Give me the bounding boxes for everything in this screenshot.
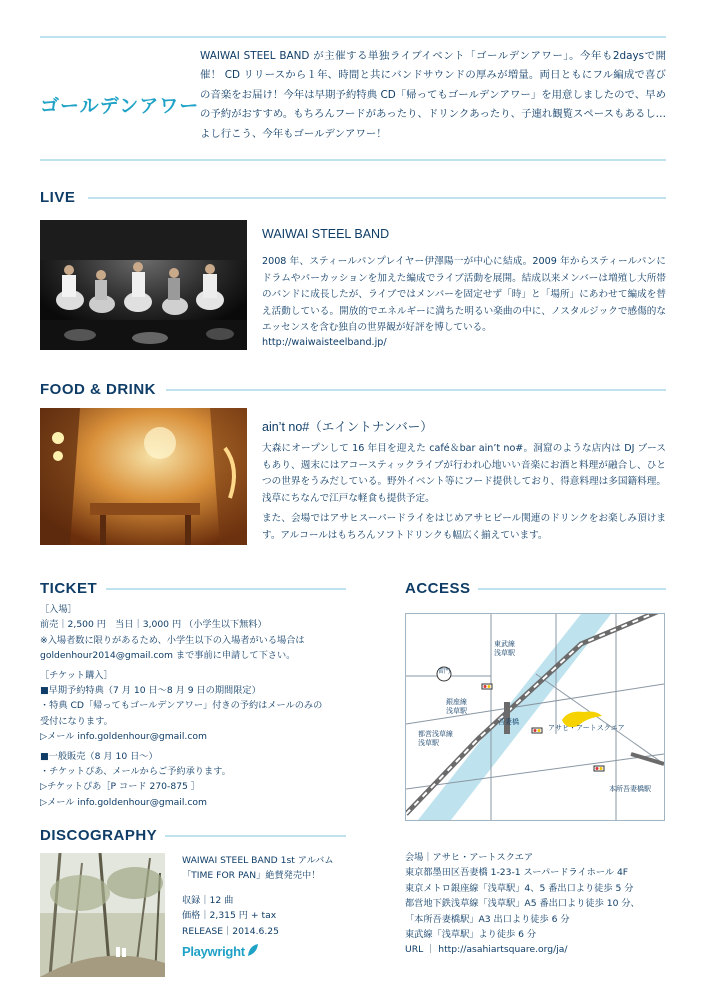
map-label-azumabashi: 吾妻橋 [498,718,519,726]
leaf-icon [247,942,259,961]
top-rule [40,36,666,38]
ticket-line: ・チケットぴあ、メールからご予約承ります。 [40,766,231,778]
band-url[interactable]: http://waiwaisteelband.jp/ [262,337,387,348]
intro-rule [40,159,666,161]
album-title-line: WAIWAI STEEL BAND 1st アルバム [182,855,334,866]
ticket-line: ［入場］ [40,604,77,615]
ticket-line: ▷チケットぴあ［P コード 270-875 ］ [40,781,200,793]
access-line: 東京都墨田区吾妻橋 1-23-1 スーパードライホール 4F [405,867,629,879]
label-logo [182,942,362,961]
band-name: WAIWAI STEEL BAND [262,227,390,241]
band-photo [40,220,247,350]
access-line: 「本所吾妻橋駅」A3 出口より徒歩 6 分 [405,913,570,925]
venue-name: ain’t no#（エイントナンバー） [262,420,433,434]
label-name: Playwright [182,944,245,960]
album-tracks: 収録｜12 曲 [182,894,234,906]
ticket-line: ※入場者数に限りがあるため、小学生以下の入場者がいる場合は [40,634,305,646]
ticket-line: ・特典 CD「帰ってもゴールデンアワー」付きの予約はメールのみの [40,700,323,712]
access-info [405,850,680,958]
map-label-toei: 都営浅草線 浅草駅 [418,730,453,747]
band-description: 2008 年、スティールパンプレイヤー伊澤陽一が中心に結成。2009 年からスティールパンにドラムやパーカッションを加えた編成でライブ活動を展開。結成以来メンバーは増殖し大所帯のバンドに成長したが、ライブではメンバーを固定せず「時」と「場所」にあわせて編成を替え活動している。開放的でエネルギーに満ちた明るい楽曲の中に、ノスタルジックで感傷的なエッセンスを含む独自の世界観が好評を博している。 [262,256,666,333]
album-price: 価格｜2,315 円 + tax [182,910,277,922]
ticket-mail-link[interactable]: ▷メール info.goldenhour@gmail.com [40,731,207,743]
access-url-link[interactable]: URL ｜ http://asahiartsquare.org/ja/ [405,944,568,956]
food-heading: FOOD & DRINK [40,381,156,398]
discography-heading: DISCOGRAPHY [40,827,158,844]
access-map [405,613,665,821]
access-line: 会場｜アサヒ・アートスクエア [405,852,534,863]
food-rule [166,389,666,391]
ticket-line: ■早期予約特典（7 月 10 日〜8 月 9 日の期間限定） [40,685,261,697]
album-title-line: 「TIME FOR PAN」絶賛発売中！ [182,870,321,882]
access-line: 東京メトロ銀座線「浅草駅」4、5 番出口より徒歩 5 分 [405,882,634,894]
ticket-line: ■一般販売（8 月 10 日〜） [40,750,158,762]
ticket-line: ［チケット購入］ [40,669,113,681]
discography-rule [165,835,346,837]
event-logo: ゴールデンアワー [40,95,200,117]
map-label-asahi: アサヒ・アートスクエア [548,724,625,732]
live-heading: LIVE [40,189,76,206]
food-description: 大森にオープンして 16 年目を迎えた café＆bar ain’t no#。洞窟のような店内は DJ ブースもあり、週末にはアコースティックライブが行われ心地いい音楽にお酒と料理が融合し、ひとつの世界をうみだしている。野外イベント等にフード提供しており、得意料理は多国籍料理。浅草にちなんで江戸な軽食も提供予定。 [262,443,666,504]
access-rule [478,588,666,590]
food-extra: また、会場ではアサヒスーパードライをはじめアサヒビール関連のドリンクをお楽しみ頂けます。アルコールはもちろんソフトドリンクも幅広く揃えています。 [262,513,666,541]
access-heading: ACCESS [405,580,471,597]
live-rule [88,197,666,199]
album-cover [40,853,165,977]
ticket-rule [106,588,346,590]
discography-info [182,853,362,961]
map-label-tobu: 東武線 浅草駅 [494,640,515,657]
ticket-line: 受付になります。 [40,715,113,727]
cafe-photo [40,408,247,545]
ticket-mail-link[interactable]: ▷メール info.goldenhour@gmail.com [40,796,207,808]
map-label-honjo: 本所吾妻橋駅 [609,785,651,793]
album-release: RELEASE｜2014.6.25 [182,925,279,937]
access-line: 東武線「浅草駅」より徒歩 6 分 [405,929,537,941]
ticket-line: 前売｜2,500 円 当日｜3,000 円 （小学生以下無料） [40,619,267,631]
ticket-line: goldenhour2014@gmail.com まで事前に申請して下さい。 [40,650,296,662]
ticket-info [40,602,360,810]
access-line: 都営地下鉄浅草線「浅草駅」A5 番出口より徒歩 10 分、 [405,898,640,910]
intro-text: WAIWAI STEEL BAND が主催する単独ライブイベント「ゴールデンアワー」。今年も2daysで開催！ CD リリースから１年、時間と共にバンドサウンドの厚みが増量。両日ともにフル編成で喜びの音楽をお届け！今年は早期予約特典 CD「帰ってもゴールデンアワー」を用意しましたので、早めの予約がおすすめ。もちろんフードがあったり、ドリンクあったり、子連れ観覧スペースもあるし…よし行こう、今年もゴールデンアワー！ [200,50,667,140]
map-label-kaminarimon: 雷門 [438,668,451,675]
map-label-ginza: 銀座線 浅草駅 [446,698,467,715]
ticket-heading: TICKET [40,580,98,597]
